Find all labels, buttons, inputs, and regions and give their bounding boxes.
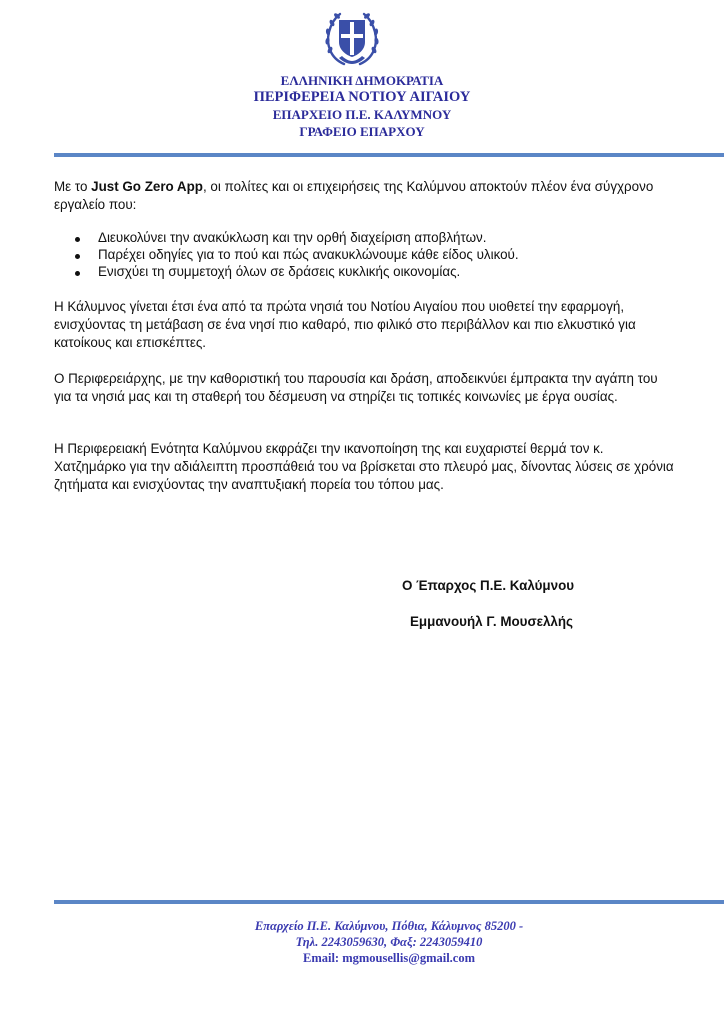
bullet-text: Παρέχει οδηγίες για το πού και πώς ανακυκλώνουμε κάθε είδος υλικού. [98,246,519,262]
list-item [54,230,674,247]
list-item [54,264,674,281]
header-office: ΕΠΑΡΧΕΙΟ Π.Ε. ΚΑΛΥΜΝΟΥ [272,107,452,122]
bullet-text: Ενισχύει τη συμμετοχή όλων σε δράσεις κυκλικής οικονομίας. [98,263,461,279]
app-name: Just Go Zero App [91,179,203,194]
signature-name: Εμμανουήλ Γ. Μουσελλής [410,614,574,629]
paragraph-text: Ο Περιφερειάρχης, με την καθοριστική του παρουσία και δράση, αποδεικνύει έμπρακτα την αγάπη του για τα νησιά μας και τη σταθερή του δέσμευση να στηρίζει τις τοπικές κοινωνίες με έργα ουσίας. [54,371,658,404]
list-item [54,247,674,264]
paragraph-text: Η Κάλυμνος γίνεται έτσι ένα από τα πρώτα νησιά του Νοτίου Αιγαίου που υιοθετεί την εφαρμογή, ενισχύοντας τη μετάβαση σε ένα νησί πιο καθαρό, πιο φιλικό στο περιβάλλον και πιο ελκυστικό για κατοίκους και επισκέπτες. [54,299,636,350]
footer-contact [54,918,724,966]
paragraph-text: Η Περιφερειακή Ενότητα Καλύμνου εκφράζει την ικανοποίηση της και ευχαριστεί θερμά τον κ. Χατζημάρκο για την αδιάλειπτη προσπάθειά του να βρίσκεται στο πλευρό μας, δίνοντας λύσεις σε χρόνια ζητήματα και ενισχύοντας την αναπτυξιακή πορεία του τόπου μας. [54,441,674,492]
footer-email: Email: mgmousellis@gmail.com [302,951,476,965]
header-department: ΓΡΑΦΕΙΟ ΕΠΑΡΧΟΥ [299,124,425,139]
body-paragraph-1 [54,298,674,352]
signature-title: Ο Έπαρχος Π.Ε. Καλύμνου [402,578,575,593]
bullet-icon [75,237,80,242]
header-region: ΠΕΡΙΦΕΡΕΙΑ ΝΟΤΙΟΥ ΑΙΓΑΙΟΥ [253,89,471,105]
letterhead [0,72,724,140]
body-paragraph-3 [54,440,674,494]
footer-phone: Τηλ. 2243059630, Φαξ: 2243059410 [295,935,483,949]
greek-coat-of-arms-emblem [322,8,382,70]
bullet-text: Διευκολύνει την ανακύκλωση και την ορθή διαχείριση αποβλήτων. [98,230,487,245]
footer-divider [54,900,724,904]
bullet-icon [75,254,80,259]
intro-suffix: , οι πολίτες και οι επιχειρήσεις της Καλύμνου αποκτούν πλέον ένα σύγχρονο εργαλείο που: [54,179,654,212]
feature-bullet-list [54,230,674,280]
header-divider [54,153,724,157]
footer-address: Επαρχείο Π.Ε. Καλύμνου, Πόθια, Κάλυμνος 85200 - [254,919,524,933]
intro-prefix: Με το [54,179,92,194]
header-country: ΕΛΛΗΝΙΚΗ ΔΗΜΟΚΡΑΤΙΑ [280,73,444,88]
body-paragraph-2 [54,370,674,406]
intro-paragraph [54,178,674,214]
bullet-icon [75,271,80,276]
